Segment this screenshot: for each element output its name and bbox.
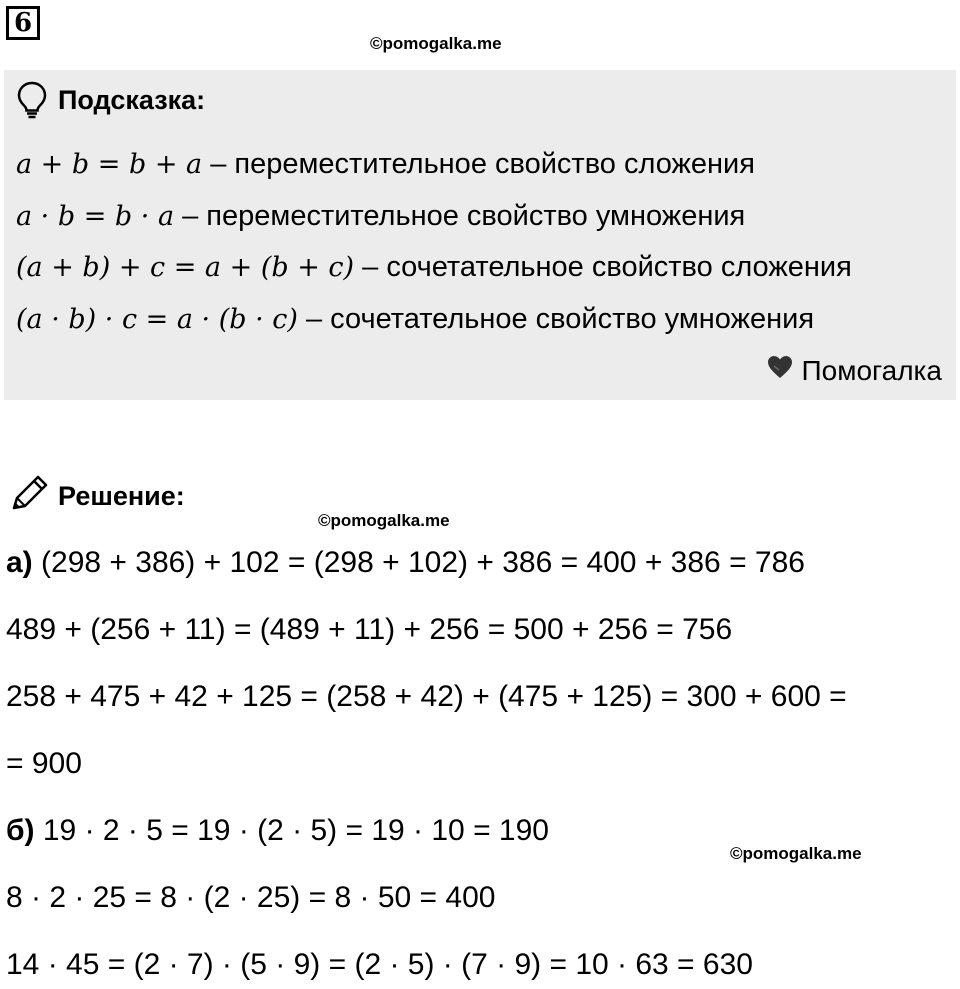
hint-description: – переместительное свойство умножения xyxy=(174,200,746,232)
hint-title: Подсказка: xyxy=(58,84,206,115)
solution-line xyxy=(6,680,847,714)
watermark: ©pomogalka.me xyxy=(370,34,502,53)
hint-formula: (a · b) · c = a · (b · c) xyxy=(16,304,298,335)
hint-description: – сочетательное свойство сложения xyxy=(354,251,852,283)
solution-expression: (298 + 386) + 102 = (298 + 102) + 386 = 400 + 386 = 786 xyxy=(32,546,805,579)
brand-name: Помогалка xyxy=(801,354,942,386)
solution-expression: 19 · 2 · 5 = 19 · (2 · 5) = 19 · 10 = 190 xyxy=(34,814,549,847)
heart-icon xyxy=(766,354,802,387)
brand-signature xyxy=(766,354,942,387)
watermark: ©pomogalka.me xyxy=(318,511,450,530)
hint-line xyxy=(16,200,745,233)
solution-line xyxy=(6,881,495,915)
part-label: б) xyxy=(6,814,35,847)
solution-line xyxy=(6,613,732,647)
watermark: ©pomogalka.me xyxy=(730,844,862,863)
solution-header xyxy=(8,474,185,519)
solution-title: Решение: xyxy=(58,481,185,511)
pencil-icon xyxy=(8,474,52,519)
hint-line xyxy=(16,303,814,336)
hint-description: – сочетательное свойство умножения xyxy=(297,303,815,335)
task-number: 6 xyxy=(6,6,40,40)
hint-formula: a · b = b · a xyxy=(16,201,175,232)
hint-box xyxy=(4,70,956,400)
lightbulb-icon xyxy=(16,80,48,120)
solution-expression: = 900 xyxy=(6,747,82,780)
solution-expression: 489 + (256 + 11) = (489 + 11) + 256 = 500 + 256 = 756 xyxy=(6,613,733,646)
part-label: а) xyxy=(6,546,33,579)
solution-line xyxy=(6,546,805,580)
hint-description: – переместительное свойство сложения xyxy=(202,148,755,180)
solution-line xyxy=(6,948,753,982)
solution-expression: 258 + 475 + 42 + 125 = (258 + 42) + (475 + 125) = 300 + 600 = xyxy=(6,680,847,713)
solution-line xyxy=(6,814,549,848)
hint-formula: a + b = b + a xyxy=(16,149,203,180)
hint-line xyxy=(16,251,852,284)
hint-line xyxy=(16,148,755,181)
solution-line xyxy=(6,747,82,781)
hint-header xyxy=(16,80,205,120)
hint-formula: (a + b) + c = a + (b + c) xyxy=(16,252,355,283)
solution-expression: 8 · 2 · 25 = 8 · (2 · 25) = 8 · 50 = 400 xyxy=(6,881,496,914)
solution-expression: 14 · 45 = (2 · 7) · (5 · 9) = (2 · 5) · (7 · 9) = 10 · 63 = 630 xyxy=(6,948,753,981)
